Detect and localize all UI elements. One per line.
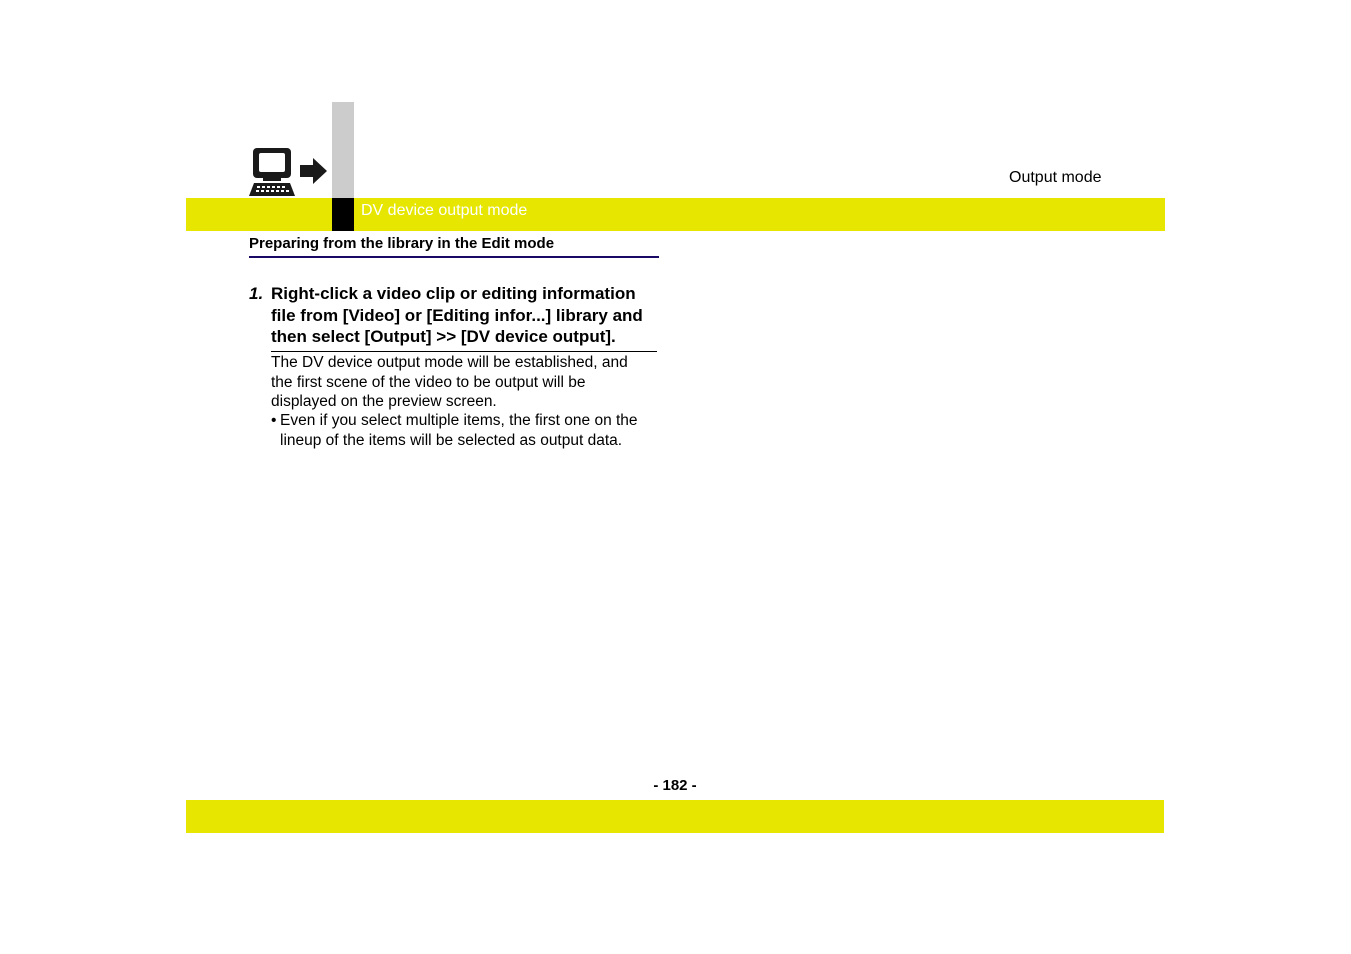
footer-band — [186, 800, 1164, 833]
bullet-marker: • — [271, 412, 277, 429]
page-number: - 182 - — [653, 777, 697, 794]
step-line: file from [Video] or [Editing infor...] library and — [271, 305, 643, 325]
section-title: DV device output mode — [361, 202, 528, 219]
bullet-line: lineup of the items will be selected as output data. — [280, 431, 623, 449]
step-description — [271, 353, 671, 412]
chapter-label: Output mode — [1009, 169, 1102, 186]
description-line: the first scene of the video to be output will be — [271, 373, 586, 391]
tab-decoration-gray — [332, 102, 354, 199]
step-instruction — [271, 283, 657, 352]
subheading: Preparing from the library in the Edit mode — [249, 235, 659, 258]
step-number: 1. — [249, 284, 264, 303]
step-line: then select [Output] >> [DV device output]. — [271, 327, 616, 346]
step-line: Right-click a video clip or editing information — [271, 284, 636, 303]
description-line: The DV device output mode will be established, and — [271, 354, 628, 371]
bullet-line: Even if you select multiple items, the first one on the — [280, 412, 638, 429]
tab-decoration-black — [332, 198, 354, 231]
bullet-text — [280, 411, 638, 450]
computer-output-icon — [249, 146, 329, 200]
description-line: displayed on the preview screen. — [271, 393, 497, 410]
